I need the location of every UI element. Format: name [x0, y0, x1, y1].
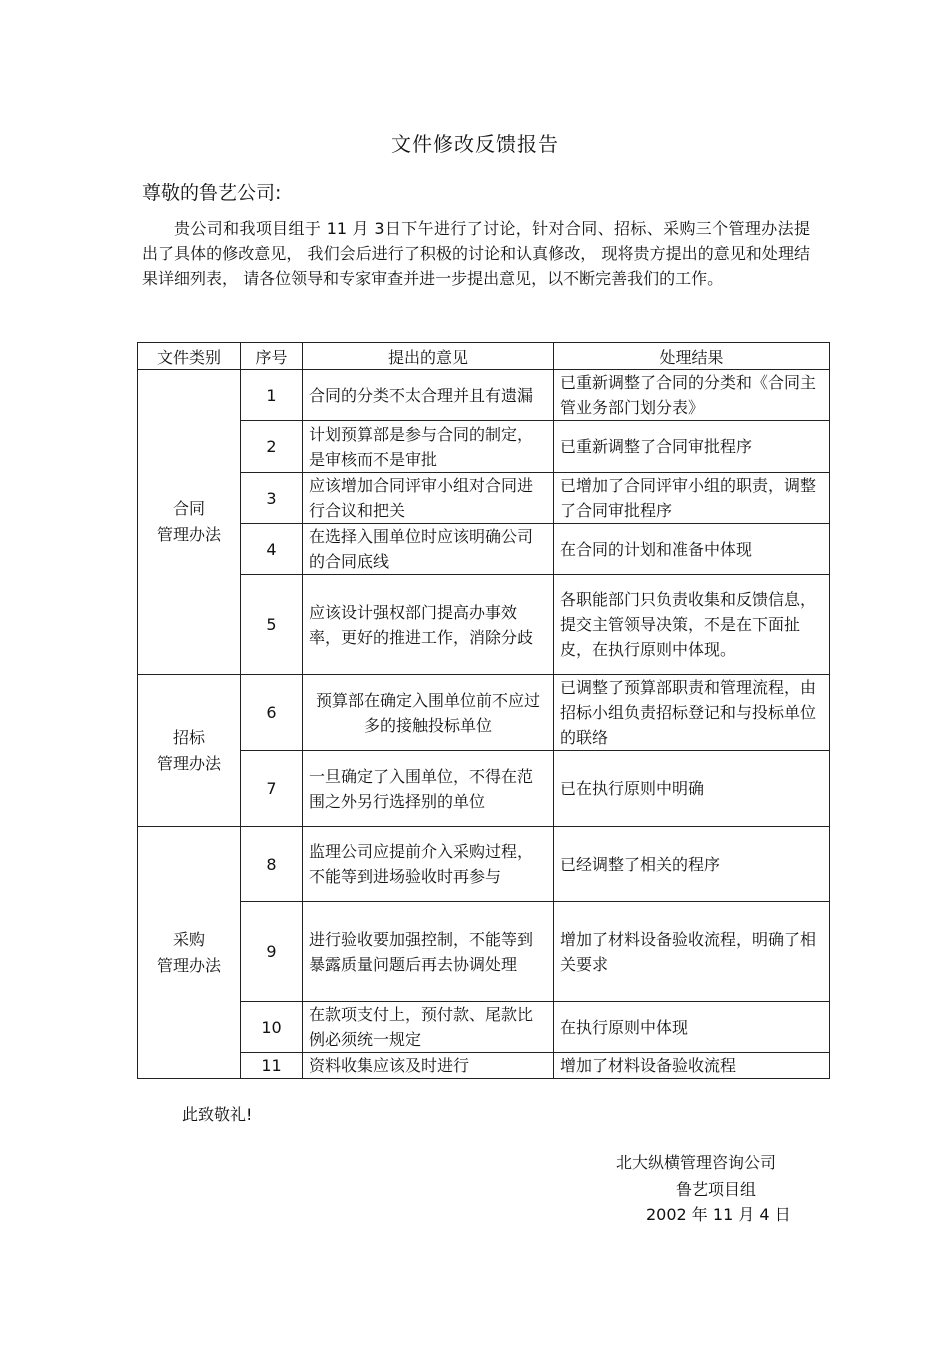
table-row	[138, 827, 830, 902]
closing-line: 此致敬礼!	[182, 1105, 253, 1124]
table-row	[138, 1002, 830, 1053]
header-category: 文件类别	[138, 343, 241, 370]
row-opinion: 预算部在确定入围单位前不应过多的接触投标单位	[303, 675, 554, 751]
row-number: 9	[241, 902, 303, 1002]
header-result: 处理结果	[554, 343, 830, 370]
row-opinion: 一旦确定了入围单位，不得在范围之外另行选择别的单位	[303, 751, 554, 827]
header-number: 序号	[241, 343, 303, 370]
document-title: 文件修改反馈报告	[391, 132, 559, 156]
row-result: 已在执行原则中明确	[554, 751, 830, 827]
category-line2: 管理办法	[156, 525, 221, 544]
row-number: 4	[241, 524, 303, 575]
signature-company: 北大纵横管理咨询公司	[616, 1153, 777, 1172]
row-result: 增加了材料设备验收流程	[554, 1053, 830, 1079]
row-opinion: 合同的分类不太合理并且有遗漏	[303, 370, 554, 421]
row-opinion: 计划预算部是参与合同的制定，是审核而不是审批	[303, 421, 554, 473]
row-number: 6	[241, 675, 303, 751]
row-result: 在合同的计划和准备中体现	[554, 524, 830, 575]
signature-date: 2002 年 11 月 4 日	[646, 1205, 791, 1224]
signature-team: 鲁艺项目组	[676, 1180, 757, 1199]
salutation: 尊敬的鲁艺公司:	[142, 182, 282, 204]
table-row	[138, 1053, 830, 1079]
table-row	[138, 902, 830, 1002]
row-opinion: 在款项支付上，预付款、尾款比例必须统一规定	[303, 1002, 554, 1053]
row-number: 1	[241, 370, 303, 421]
row-result: 各职能部门只负责收集和反馈信息，提交主管领导决策，不是在下面扯皮，在执行原则中体现。	[554, 575, 830, 675]
row-opinion: 进行验收要加强控制，不能等到暴露质量问题后再去协调处理	[303, 902, 554, 1002]
row-opinion: 应该设计强权部门提高办事效率，更好的推进工作，消除分歧	[303, 575, 554, 675]
row-number: 7	[241, 751, 303, 827]
row-result: 增加了材料设备验收流程，明确了相关要求	[554, 902, 830, 1002]
category-line2: 管理办法	[156, 955, 221, 975]
category-contract	[138, 370, 241, 675]
row-number: 3	[241, 473, 303, 524]
table-row	[138, 575, 830, 675]
table-row	[138, 675, 830, 751]
row-number: 5	[241, 575, 303, 675]
category-line2: 管理办法	[156, 753, 221, 773]
row-opinion: 在选择入围单位时应该明确公司的合同底线	[303, 524, 554, 575]
table-row	[138, 473, 830, 524]
table-header-row	[138, 343, 830, 370]
category-line1: 合同	[172, 499, 205, 518]
row-opinion: 应该增加合同评审小组对合同进行合议和把关	[303, 473, 554, 524]
row-result: 已重新调整了合同审批程序	[554, 421, 830, 473]
row-number: 2	[241, 421, 303, 473]
table-row	[138, 524, 830, 575]
row-result: 已调整了预算部职责和管理流程，由招标小组负责招标登记和与投标单位的联络	[554, 675, 830, 751]
category-bidding	[138, 675, 241, 827]
row-result: 已经调整了相关的程序	[554, 827, 830, 902]
table-row	[138, 370, 830, 421]
intro-paragraph: 贵公司和我项目组于 11 月 3日下午进行了讨论，针对合同、招标、采购三个管理办法提出了具体的修改意见， 我们会后进行了积极的讨论和认真修改， 现将贵方提出的意见和处理结果详细列表， 请各位领导和专家审查并进一步提出意见，以不断完善我们的工作。	[142, 219, 810, 288]
row-opinion: 资料收集应该及时进行	[303, 1053, 554, 1079]
table-row	[138, 421, 830, 473]
category-line1: 采购	[172, 929, 205, 949]
category-procurement	[138, 827, 241, 1079]
header-opinion: 提出的意见	[303, 343, 554, 370]
row-number: 11	[241, 1053, 303, 1079]
row-result: 在执行原则中体现	[554, 1002, 830, 1053]
row-result: 已增加了合同评审小组的职责，调整了合同审批程序	[554, 473, 830, 524]
row-opinion: 监理公司应提前介入采购过程，不能等到进场验收时再参与	[303, 827, 554, 902]
feedback-table	[137, 342, 830, 1079]
row-number: 8	[241, 827, 303, 902]
table-row	[138, 751, 830, 827]
row-result: 已重新调整了合同的分类和《合同主管业务部门划分表》	[554, 370, 830, 421]
row-number: 10	[241, 1002, 303, 1053]
category-line1: 招标	[172, 727, 205, 747]
